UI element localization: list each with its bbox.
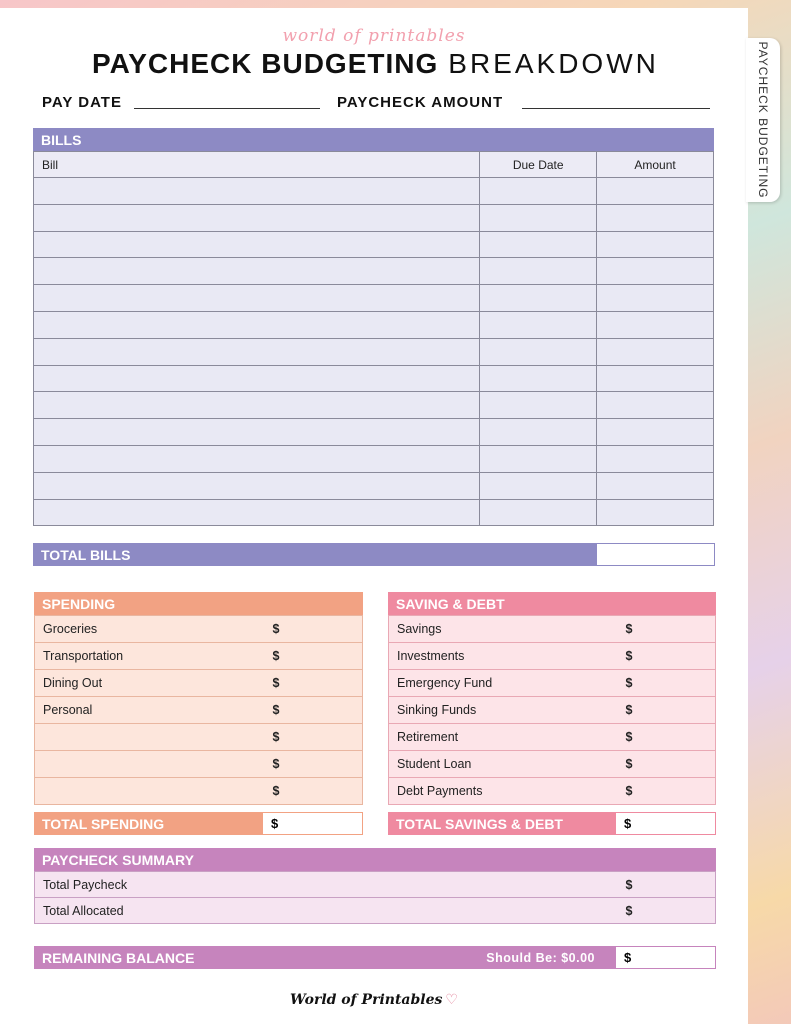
bill-bill-cell[interactable]	[34, 204, 480, 231]
spending-header	[34, 592, 363, 615]
item-label[interactable]	[35, 751, 273, 778]
footer-brand-text: World of Printables	[290, 992, 443, 1008]
bill-amount-cell[interactable]	[597, 472, 714, 499]
bill-bill-cell[interactable]	[34, 445, 480, 472]
item-amount[interactable]: $	[273, 670, 363, 697]
item-label[interactable]	[35, 778, 273, 805]
total-saving-debt-field[interactable]	[615, 812, 716, 835]
item-amount[interactable]: $	[626, 697, 716, 724]
bill-bill-cell[interactable]	[34, 499, 480, 526]
bill-due-date-cell[interactable]	[480, 311, 597, 338]
bill-bill-cell[interactable]	[34, 392, 480, 419]
remaining-balance-dollar: $	[624, 950, 632, 965]
total-bills-bar	[33, 543, 597, 566]
list-item	[35, 872, 716, 898]
list-item	[389, 778, 716, 805]
spending-table	[34, 615, 363, 805]
total-saving-debt-bar	[388, 812, 615, 835]
bill-amount-cell[interactable]	[597, 231, 714, 258]
table-row	[34, 365, 714, 392]
list-item	[35, 697, 363, 724]
list-item	[35, 616, 363, 643]
bill-bill-cell[interactable]	[34, 178, 480, 205]
bills-header	[33, 128, 714, 151]
item-label[interactable]: Savings	[389, 616, 626, 643]
item-amount[interactable]: $	[273, 778, 363, 805]
table-row	[34, 285, 714, 312]
total-spending-bar	[34, 812, 262, 835]
spending-header-label: SPENDING	[42, 595, 116, 612]
list-item	[389, 616, 716, 643]
item-amount[interactable]: $	[626, 872, 716, 898]
bill-bill-cell[interactable]	[34, 258, 480, 285]
item-amount[interactable]: $	[273, 724, 363, 751]
item-amount[interactable]: $	[273, 616, 363, 643]
bill-bill-cell[interactable]	[34, 419, 480, 446]
total-bills-label: TOTAL BILLS	[41, 546, 131, 563]
footer-brand-logo	[0, 992, 748, 1008]
item-amount[interactable]: $	[626, 778, 716, 805]
item-amount[interactable]: $	[273, 751, 363, 778]
list-item	[389, 751, 716, 778]
pay-date-field[interactable]	[134, 108, 320, 109]
item-label[interactable]: Debt Payments	[389, 778, 626, 805]
saving-debt-header-label: SAVING & DEBT	[396, 595, 505, 612]
bill-amount-cell[interactable]	[597, 445, 714, 472]
item-label[interactable]: Personal	[35, 697, 273, 724]
list-item	[389, 697, 716, 724]
bill-bill-cell[interactable]	[34, 311, 480, 338]
column-header-due-date: Due Date	[480, 152, 597, 178]
paycheck-summary-header	[34, 848, 716, 871]
bill-due-date-cell[interactable]	[480, 338, 597, 365]
remaining-balance-note: Should Be: $0.00	[486, 950, 595, 965]
table-row	[34, 392, 714, 419]
table-row	[34, 338, 714, 365]
pay-date-label: PAY DATE	[42, 94, 122, 111]
heart-icon: ♡	[445, 992, 458, 1008]
header-fields	[42, 94, 712, 114]
paycheck-amount-label: PAYCHECK AMOUNT	[337, 94, 504, 111]
bill-amount-cell[interactable]	[597, 392, 714, 419]
page-title	[92, 48, 659, 80]
total-spending-dollar: $	[271, 816, 279, 831]
item-amount[interactable]: $	[626, 898, 716, 924]
table-row	[34, 499, 714, 526]
bill-due-date-cell[interactable]	[480, 204, 597, 231]
remaining-balance-bar	[34, 946, 615, 969]
list-item	[35, 724, 363, 751]
bill-due-date-cell[interactable]	[480, 392, 597, 419]
bill-amount-cell[interactable]	[597, 258, 714, 285]
column-header-bill: Bill	[34, 152, 480, 178]
remaining-balance-field[interactable]	[615, 946, 716, 969]
list-item	[389, 724, 716, 751]
bill-due-date-cell[interactable]	[480, 178, 597, 205]
title-bold: PAYCHECK BUDGETING	[92, 48, 439, 79]
table-row	[34, 178, 714, 205]
bill-due-date-cell[interactable]	[480, 445, 597, 472]
brand-script-logo: world of printables	[282, 26, 466, 46]
title-light: BREAKDOWN	[448, 48, 659, 79]
list-item	[35, 778, 363, 805]
bill-due-date-cell[interactable]	[480, 231, 597, 258]
bill-amount-cell[interactable]	[597, 285, 714, 312]
side-tab[interactable]	[746, 38, 780, 202]
table-row	[34, 445, 714, 472]
item-label[interactable]: Sinking Funds	[389, 697, 626, 724]
saving-debt-table	[388, 615, 716, 805]
item-amount[interactable]: $	[626, 616, 716, 643]
item-amount[interactable]: $	[626, 670, 716, 697]
total-saving-debt-label: TOTAL SAVINGS & DEBT	[396, 815, 563, 832]
item-amount[interactable]: $	[626, 751, 716, 778]
bill-bill-cell[interactable]	[34, 231, 480, 258]
bills-table	[33, 151, 714, 526]
item-label[interactable]: Investments	[389, 643, 626, 670]
item-label[interactable]: Total Allocated	[35, 898, 626, 924]
table-row	[34, 311, 714, 338]
bill-bill-cell[interactable]	[34, 365, 480, 392]
list-item	[35, 751, 363, 778]
side-tab-label: PAYCHECK BUDGETING	[756, 41, 770, 199]
bill-amount-cell[interactable]	[597, 338, 714, 365]
paycheck-amount-field[interactable]	[522, 108, 710, 109]
bill-due-date-cell[interactable]	[480, 472, 597, 499]
column-header-amount: Amount	[597, 152, 714, 178]
total-spending-field[interactable]	[262, 812, 363, 835]
total-bills-field[interactable]	[596, 543, 715, 566]
item-label[interactable]: Student Loan	[389, 751, 626, 778]
item-label[interactable]: Groceries	[35, 616, 273, 643]
bill-due-date-cell[interactable]	[480, 285, 597, 312]
bill-due-date-cell[interactable]	[480, 258, 597, 285]
remaining-balance-label: REMAINING BALANCE	[42, 949, 195, 966]
bill-bill-cell[interactable]	[34, 472, 480, 499]
item-label[interactable]: Emergency Fund	[389, 670, 626, 697]
bills-header-label: BILLS	[41, 131, 82, 148]
table-row	[34, 231, 714, 258]
paycheck-summary-table	[34, 871, 716, 924]
item-label[interactable]: Transportation	[35, 643, 273, 670]
bills-rows	[34, 178, 714, 526]
total-spending-label: TOTAL SPENDING	[42, 815, 165, 832]
bill-bill-cell[interactable]	[34, 338, 480, 365]
bill-due-date-cell[interactable]	[480, 499, 597, 526]
list-item	[389, 670, 716, 697]
item-amount[interactable]: $	[626, 724, 716, 751]
bill-amount-cell[interactable]	[597, 499, 714, 526]
bill-amount-cell[interactable]	[597, 178, 714, 205]
item-amount[interactable]: $	[273, 697, 363, 724]
table-row	[34, 419, 714, 446]
bill-amount-cell[interactable]	[597, 311, 714, 338]
list-item	[35, 898, 716, 924]
item-label[interactable]: Dining Out	[35, 670, 273, 697]
list-item	[35, 670, 363, 697]
list-item	[35, 643, 363, 670]
item-amount[interactable]: $	[626, 643, 716, 670]
paycheck-summary-header-label: PAYCHECK SUMMARY	[42, 851, 194, 868]
bill-amount-cell[interactable]	[597, 365, 714, 392]
item-amount[interactable]: $	[273, 643, 363, 670]
saving-debt-header	[388, 592, 716, 615]
table-row	[34, 258, 714, 285]
bill-amount-cell[interactable]	[597, 204, 714, 231]
table-row	[34, 472, 714, 499]
total-saving-debt-dollar: $	[624, 816, 632, 831]
bill-due-date-cell[interactable]	[480, 419, 597, 446]
bill-bill-cell[interactable]	[34, 285, 480, 312]
list-item	[389, 643, 716, 670]
bill-due-date-cell[interactable]	[480, 365, 597, 392]
table-row	[34, 204, 714, 231]
bill-amount-cell[interactable]	[597, 419, 714, 446]
item-label[interactable]	[35, 724, 273, 751]
item-label[interactable]: Total Paycheck	[35, 872, 626, 898]
item-label[interactable]: Retirement	[389, 724, 626, 751]
